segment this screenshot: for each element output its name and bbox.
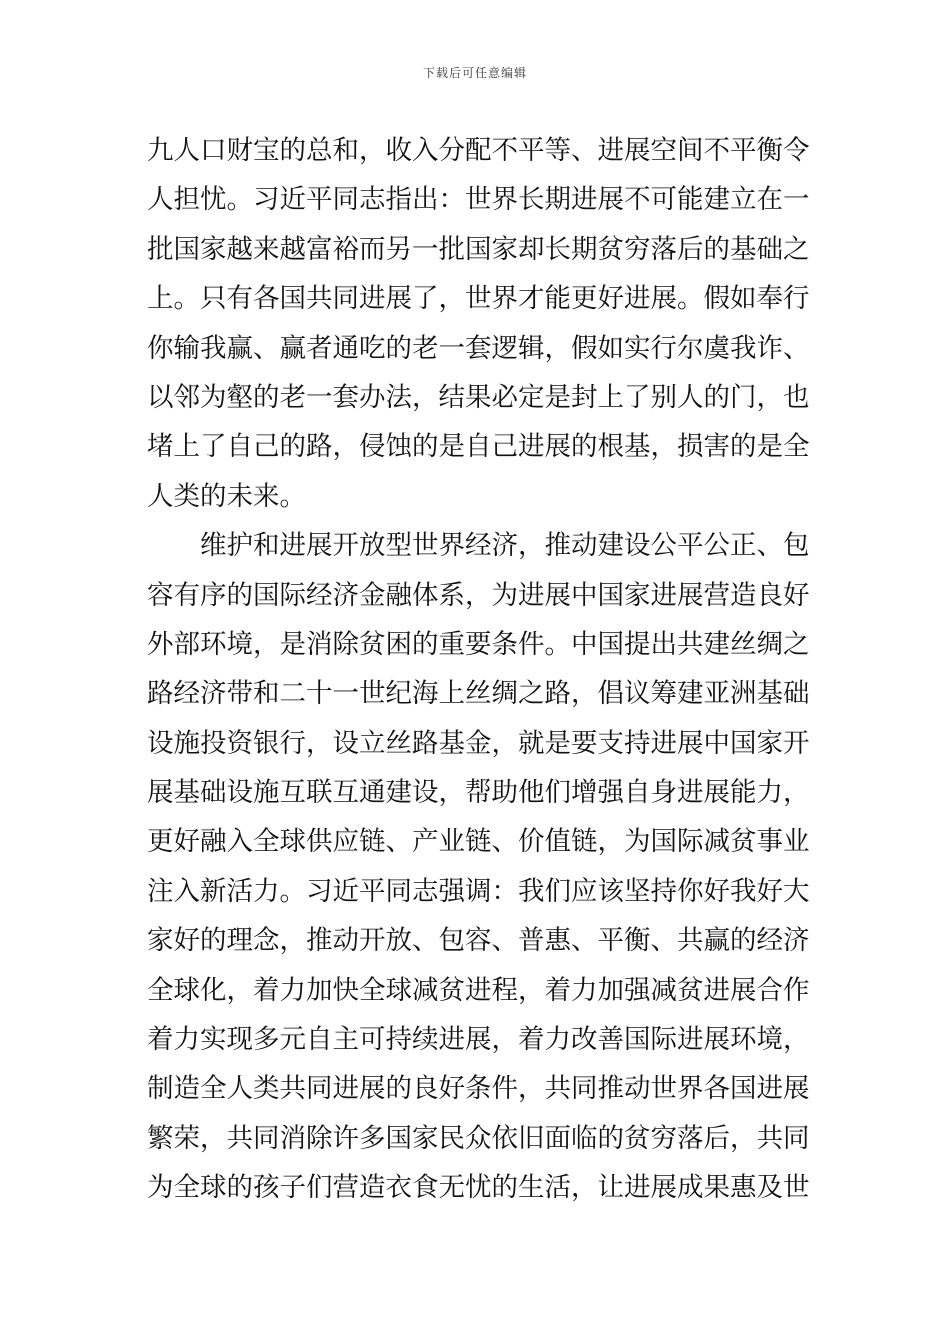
text-line: 全球化，着力加快全球减贫进程，着力加强减贫进展合作 [147, 974, 810, 1006]
text-line: 注入新活力。习近平同志强调：我们应该坚持你好我好大 [147, 875, 810, 907]
text-line: 更好融入全球供应链、产业链、价值链，为国际减贫事业 [147, 826, 810, 858]
text-line: 外部环境，是消除贫困的重要条件。中国提出共建丝绸之 [147, 628, 810, 660]
text-line: 家好的理念，推动开放、包容、普惠、平衡、共赢的经济 [147, 925, 810, 957]
text-line: 人类的未来。 [147, 480, 306, 512]
text-line: 堵上了自己的路，侵蚀的是自己进展的根基，损害的是全 [147, 431, 810, 463]
text-line: 上。只有各国共同进展了，世界才能更好进展。假如奉行 [147, 283, 810, 315]
text-line: 批国家越来越富裕而另一批国家却长期贫穷落后的基础之 [147, 233, 810, 265]
text-line: 繁荣，共同消除许多国家民众依旧面临的贫穷落后，共同 [147, 1122, 810, 1154]
text-line: 容有序的国际经济金融体系，为进展中国家进展营造良好 [147, 579, 810, 611]
text-line: 制造全人类共同进展的良好条件，共同推动世界各国进展 [147, 1073, 810, 1105]
page-header: 下载后可任意编辑 [422, 66, 527, 80]
document-body [147, 126, 810, 1213]
text-line: 设施投资银行，设立丝路基金，就是要支持进展中国家开 [147, 727, 810, 759]
text-line: 着力实现多元自主可持续进展，着力改善国际进展环境， [147, 1024, 810, 1056]
text-line: 九人口财宝的总和，收入分配不平等、进展空间不平衡令 [147, 135, 810, 166]
text-line: 以邻为壑的老一套办法，结果必定是封上了别人的门，也 [147, 381, 810, 413]
paragraph-1 [147, 126, 810, 521]
paragraph-2 [147, 521, 810, 1212]
text-line: 展基础设施互联互通建设，帮助他们增强自身进展能力， [147, 777, 810, 809]
text-line: 人担忧。习近平同志指出：世界长期进展不可能建立在一 [147, 184, 810, 216]
text-line: 维护和进展开放型世界经济，推动建设公平公正、包 [200, 530, 810, 562]
text-line: 路经济带和二十一世纪海上丝绸之路，倡议筹建亚洲基础 [147, 678, 810, 710]
text-line: 为全球的孩子们营造衣食无忧的生活，让进展成果惠及世 [147, 1172, 810, 1204]
text-line: 你输我赢、赢者通吃的老一套逻辑，假如实行尔虞我诈、 [147, 332, 810, 364]
